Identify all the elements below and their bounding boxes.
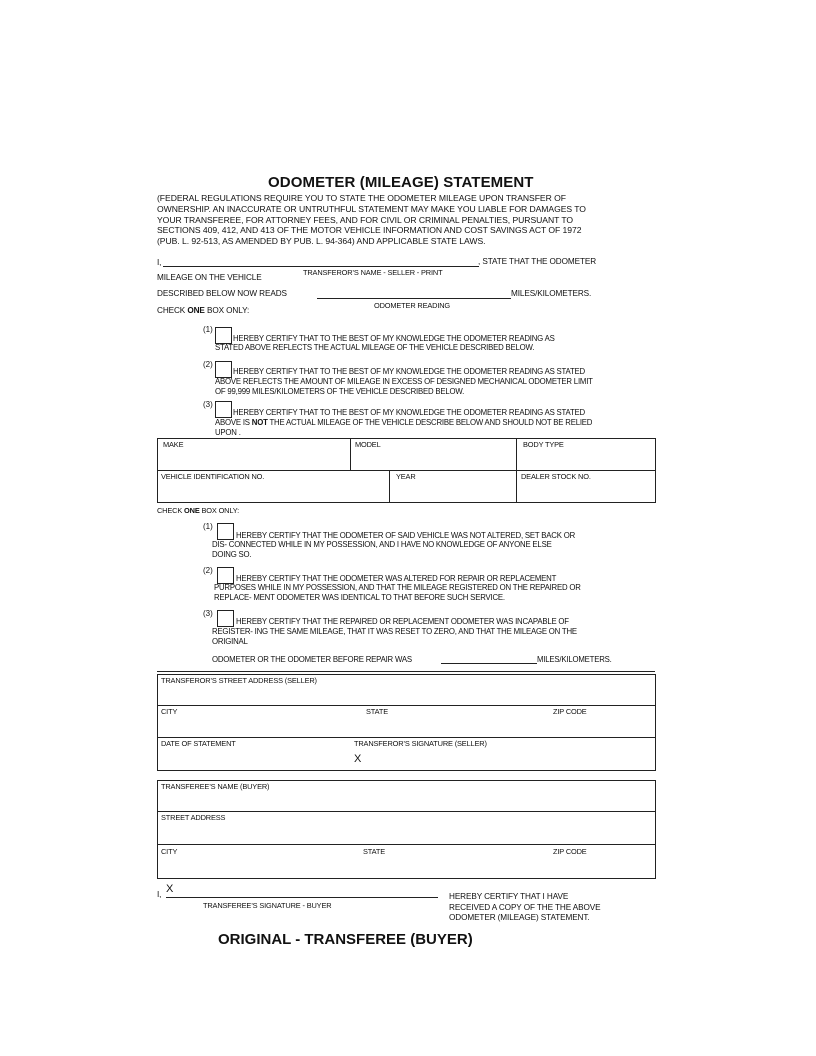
table-divider [516,470,517,502]
option-number: (1) [203,522,213,531]
seller-state-field-label[interactable]: STATE [366,707,388,716]
mileage-on-vehicle-text: MILEAGE ON THE VEHICLE [157,273,262,282]
seller-signature-x-mark: X [354,753,362,765]
table-divider [157,671,655,672]
seller-street-field-label[interactable]: TRANSFEROR’S STREET ADDRESS (SELLER) [161,676,317,685]
table-divider [389,470,390,502]
intro-line: OWNERSHIP. AN INACCURATE OR UNTRUTHFUL STATEMENT MAY MAKE YOU LIABLE FOR DAMAGES TO [157,203,586,214]
body-type-field-label[interactable]: BODY TYPE [523,440,564,449]
dealer-stock-field-label[interactable]: DEALER STOCK NO. [521,472,591,481]
odometer-before-repair-field[interactable] [441,663,537,664]
statement-state-that: , STATE THAT THE ODOMETER [478,257,597,266]
buyer-state-field-label[interactable]: STATE [363,847,385,856]
option-b1-text: HEREBY CERTIFY THAT THE ODOMETER OF SAID VEHICLE WAS NOT ALTERED, SET BACK OR [236,531,575,540]
statement-i-prefix: I, [157,258,162,267]
buyer-signature-field[interactable] [166,897,438,898]
option-b3-text: HEREBY CERTIFY THAT THE REPAIRED OR REPLACEMENT ODOMETER WAS INCAPABLE OF [236,617,569,626]
odometer-reading-field[interactable] [317,298,511,299]
intro-paragraph [157,193,586,247]
option-a2-text: HEREBY CERTIFY THAT TO THE BEST OF MY KNOWLEDGE THE ODOMETER READING AS STATED [233,367,585,376]
intro-line: (PUB. L. 92-513, AS AMENDED BY PUB. L. 94-364) AND APPLICABLE STATE LAWS. [157,236,486,247]
table-divider [533,770,655,771]
option-number: (2) [203,360,213,369]
year-field-label[interactable]: YEAR [396,472,416,481]
certify-altered-checkbox[interactable] [217,567,234,584]
option-a3-text-cont: ABOVE IS NOT THE ACTUAL MILEAGE OF THE VEHICLE DESCRIBE BELOW AND SHOULD NOT BE RELIED UPON . [215,418,593,437]
option-a1-text-cont: STATED ABOVE REFLECTS THE ACTUAL MILEAGE OF THE VEHICLE DESCRIBED BELOW. [215,343,535,352]
table-divider [350,438,351,470]
check-one-instruction: CHECK ONE BOX ONLY: [157,306,250,315]
seller-zip-field-label[interactable]: ZIP CODE [553,707,587,716]
certify-not-actual-mileage-checkbox[interactable] [215,401,232,418]
buyer-zip-field-label[interactable]: ZIP CODE [553,847,587,856]
buyer-name-field-label[interactable]: TRANSFEREE’S NAME (BUYER) [161,782,270,791]
certify-excess-mileage-checkbox[interactable] [215,361,232,378]
certify-actual-mileage-checkbox[interactable] [215,327,232,344]
certify-not-altered-checkbox[interactable] [217,523,234,540]
buyer-table [157,780,656,879]
transferor-name-label: TRANSFEROR’S NAME - SELLER - PRINT [303,268,443,277]
check-one-instruction: CHECK ONE BOX ONLY: [157,506,240,515]
seller-city-field-label[interactable]: CITY [161,707,178,716]
table-divider [157,705,655,706]
miles-km-text: MILES/KILOMETERS. [511,289,592,298]
option-a2-text-cont: ABOVE REFLECTS THE AMOUNT OF MILEAGE IN EXCESS OF DESIGNED MECHANICAL ODOMETER LIMIT OF 99,999 MILES/KILOMETERS OF THE VEHICLE DESCRIBED BELOW. [215,377,593,396]
transferor-name-field[interactable] [163,266,479,267]
seller-table [157,674,656,771]
buyer-street-field-label[interactable]: STREET ADDRESS [161,813,226,822]
certify-reset-to-zero-checkbox[interactable] [217,610,234,627]
buyer-cert-i-prefix: I, [157,890,162,899]
buyer-cert-text: HEREBY CERTIFY THAT I HAVE RECEIVED A COPY OF THE THE ABOVE ODOMETER (MILEAGE) STATEMENT. [449,892,601,922]
odometer-before-repair-suffix: MILES/KILOMETERS. [537,655,612,664]
odometer-before-repair-text: ODOMETER OR THE ODOMETER BEFORE REPAIR WAS [212,655,412,664]
make-field-label[interactable]: MAKE [163,440,184,449]
intro-line: YOUR TRANSFEREE, FOR ATTORNEY FEES, AND FOR CIVIL OR CRIMINAL PENALTIES, PURSUANT TO [157,214,574,225]
table-divider [157,770,303,771]
buyer-signature-label: TRANSFEREE’S SIGNATURE - BUYER [203,901,332,910]
statement-date-field-label[interactable]: DATE OF STATEMENT [161,739,236,748]
option-b1-text-cont: DIS- CONNECTED WHILE IN MY POSSESSION, AND I HAVE NO KNOWLEDGE OF ANYONE ELSE DOING SO. [212,540,552,559]
option-number: (2) [203,566,213,575]
table-divider [157,737,655,738]
seller-signature-field-label[interactable]: TRANSFEROR’S SIGNATURE (SELLER) [354,739,487,748]
table-divider [157,844,655,845]
model-field-label[interactable]: MODEL [355,440,381,449]
table-divider [516,438,517,470]
option-number: (3) [203,400,213,409]
described-below-text: DESCRIBED BELOW NOW READS [157,289,287,298]
intro-line: (FEDERAL REGULATIONS REQUIRE YOU TO STATE THE ODOMETER MILEAGE UPON TRANSFER OF [157,193,566,203]
buyer-signature-x-mark: X [166,883,174,895]
buyer-city-field-label[interactable]: CITY [161,847,178,856]
option-a3-text: HEREBY CERTIFY THAT TO THE BEST OF MY KNOWLEDGE THE ODOMETER READING AS STATED [233,408,585,417]
copy-designation-footer: ORIGINAL - TRANSFEREE (BUYER) [218,931,473,948]
odometer-reading-label: ODOMETER READING [374,301,451,310]
option-number: (1) [203,325,213,334]
option-number: (3) [203,609,213,618]
option-a1-text: HEREBY CERTIFY THAT TO THE BEST OF MY KNOWLEDGE THE ODOMETER READING AS [233,334,555,343]
intro-line: SECTIONS 409, 412, AND 413 OF THE MOTOR VEHICLE INFORMATION AND COST SAVINGS ACT OF 1972 [157,225,582,236]
option-b2-text: HEREBY CERTIFY THAT THE ODOMETER WAS ALTERED FOR REPAIR OR REPLACEMENT [236,574,557,583]
table-divider [157,470,655,471]
option-b3-text-cont: REGISTER- ING THE SAME MILEAGE, THAT IT WAS RESET TO ZERO, AND THAT THE MILEAGE ON THE ORIGINAL [212,627,577,646]
table-divider [157,811,655,812]
page-title: ODOMETER (MILEAGE) STATEMENT [268,174,534,191]
vin-field-label[interactable]: VEHICLE IDENTIFICATION NO. [161,472,265,481]
option-b2-text-cont: PURPOSES WHILE IN MY POSSESSION, AND THAT THE MILEAGE REGISTERED ON THE REPAIRED OR REPLACE- MENT ODOMETER WAS IDENTICAL TO THAT BEFORE SUCH SERVICE. [214,583,581,602]
